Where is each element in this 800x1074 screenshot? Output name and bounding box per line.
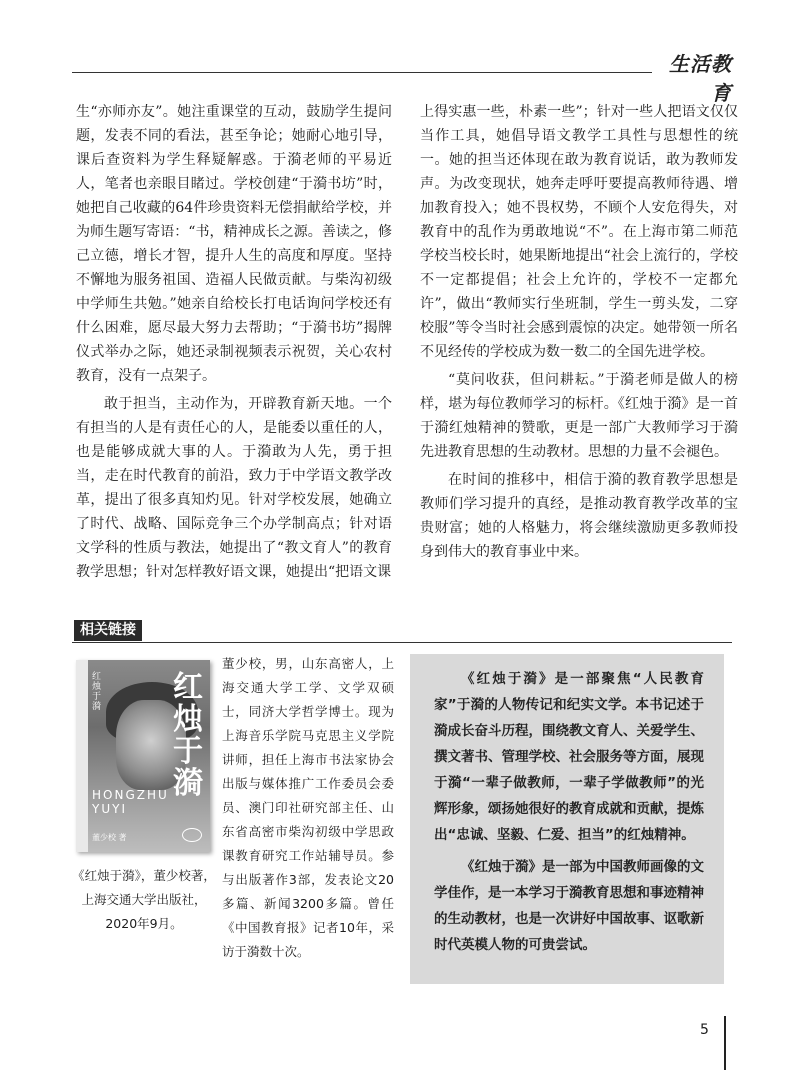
book-cover-image — [76, 660, 210, 852]
book-cover-title — [168, 672, 208, 800]
publisher-logo-icon — [182, 828, 202, 842]
book-summary-box — [410, 654, 724, 984]
book-title-char: 于 — [173, 734, 203, 769]
book-title-char: 烛 — [173, 702, 203, 737]
book-title-char: 漪 — [173, 766, 203, 801]
paragraph: 敢于担当，主动作为，开辟教育新天地。一个有担当的人是有责任心的人，是能委以重任的人，也是能够成就大事的人。于漪敢为人先，勇于担当，走在时代教育的前沿，致力于中学语文教学改革，提出了很多真知灼见。针对学校发展，她确立了时代、战略、国际竞争三个办学制高点；针对语文学科的性质与教法，她提出了“教文育人”的教育教学思想；针对怎样教好语文课，她提出“把语文课 — [76, 396, 392, 580]
author-bio: 董少校，男，山东高密人，上海交通大学工学、文学双硕士，同济大学哲学博士。现为上海音乐学院马克思主义学院讲师，担任上海市书法家协会出版与媒体推广工作委员会委员、澳门印社研究部主任、山东省高密市柴沟初级中学思政课教育研究工作站辅导员。参与出版著作3部，发表论文20多篇、新闻3200多篇。曾任《中国教育报》记者10年，采访于漪数十次。 — [222, 656, 394, 959]
paragraph: 生“亦师亦友”。她注重课堂的互动，鼓励学生提问题，发表不同的看法，甚至争论；她耐心地引导，课后查资料为学生释疑解惑。于漪老师的平易近人，笔者也亲眼目睹过。学校创建“于漪书坊”时，她把自己收藏的64件珍贵资料无偿捐献给学校，并为师生题写寄语：“书，精神成长之源。善读之，修己立德，增长才智，提升人生的高度和厚度。坚持不懈地为服务祖国、造福人民做贡献。与柴沟初级中学师生共勉。”她亲自给校长打电话询问学校还有什么困难，愿尽最大努力去帮助；“于漪书坊”揭牌仪式举办之际，她还录制视频表示祝贺，关心农村教育，没有一点架子。 — [76, 104, 392, 384]
summary-paragraph: 《红烛于漪》是一部聚焦“人民教育家”于漪的人物传记和纪实文学。本书记述于漪成长奋斗历程，围绕教文育人、关爱学生、撰文著书、管理学校、社会服务等方面，展现于漪“一辈子做教师，一辈子学做教师”的光辉形象，颂扬她很好的教育成就和贡献，提炼出“忠诚、坚毅、仁爱、担当”的红烛精神。 — [434, 671, 704, 843]
paragraph: “莫问收获，但问耕耘。”于漪老师是做人的榜样，堪为每位教师学习的标杆。《红烛于漪》是一首于漪红烛精神的赞歌，更是一部广大教师学习于漪先进教育思想的生动教材。思想的力量不会褪色。 — [420, 372, 738, 460]
related-links-label: 相关链接 — [74, 620, 142, 641]
paragraph: 上得实惠一些，朴素一些”；针对一些人把语文仅仅当作工具，她倡导语文教学工具性与思想性的统一。她的担当还体现在敢为教育说话，敢为教师发声。为改变现状，她奔走呼吁要提高教师待遇、增加教育投入；她不畏权势，不顾个人安危得失，对教育中的乱作为勇敢地说“不”。在上海市第二师范学校当校长时，她果断地提出“社会上流行的，学校不一定都提倡；社会上允许的，学校不一定都允许”，做出“教师实行坐班制，学生一剪头发，二穿校服”等令当时社会感到震惊的决定。她带领一所名不见经传的学校成为数一数二的全国先进学校。 — [420, 104, 738, 360]
book-english-title: HONGZHU YUYI — [92, 788, 169, 816]
summary-text — [434, 666, 704, 964]
book-spine — [76, 660, 88, 852]
related-links-bar — [72, 620, 732, 643]
summary-paragraph: 《红烛于漪》是一部为中国教师画像的文学佳作，是一本学习于漪教育思想和事迹精神的生动教材，也是一次讲好中国故事、讴歌新时代英模人物的可贵尝试。 — [434, 859, 704, 953]
book-caption: 《红烛于漪》，董少校著，上海交通大学出版社，2020年9月。 — [72, 868, 216, 931]
right-column — [420, 100, 738, 568]
book-title-char: 红 — [173, 670, 203, 705]
paragraph: 在时间的推移中，相信于漪的教育教学思想是教师们学习提升的真经，是推动教育教学改革的宝贵财富；她的人格魅力，将会继续激励更多教师投身到伟大的教育事业中来。 — [420, 472, 738, 560]
page-number: 5 — [700, 1022, 709, 1038]
page-number-rule — [724, 1016, 726, 1070]
book-side-title: 红烛于漪 — [92, 672, 102, 712]
left-column — [76, 100, 392, 588]
header-rule — [72, 72, 652, 73]
section-title: 生活教育 — [669, 52, 732, 105]
book-author-mark: 董少校 著 — [92, 833, 127, 842]
